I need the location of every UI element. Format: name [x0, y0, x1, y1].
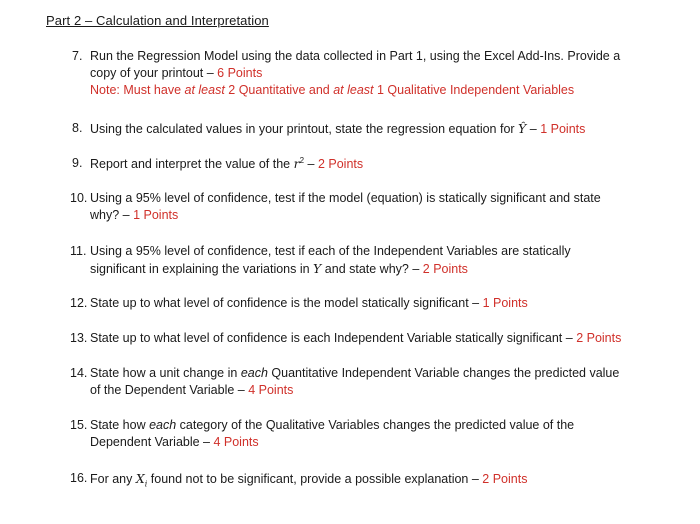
question-text: Using the calculated values in your printout, state the regression equation for	[90, 122, 519, 136]
question-text	[90, 417, 670, 434]
question-text: Report and interpret the value of the	[90, 157, 294, 171]
points-label: 4 Points	[213, 435, 259, 449]
question-13	[70, 330, 670, 347]
question-16	[70, 470, 670, 488]
dash: –	[304, 157, 318, 171]
question-text: Using a 95% level of confidence, test if each of the Independent Variables are statically	[90, 244, 571, 258]
question-text-b: Quantitative Independent Variable changes the predicted value	[267, 366, 620, 380]
question-text-cont: Dependent Variable –	[90, 435, 214, 449]
note-prefix: Note: Must have	[90, 83, 185, 97]
question-15	[70, 417, 670, 451]
question-number: 11.	[70, 244, 87, 258]
points-label: 2 Points	[422, 262, 468, 276]
question-text: Using a 95% level of confidence, test if the model (equation) is statically significant and state	[90, 191, 601, 205]
question-7	[70, 48, 670, 99]
question-10	[70, 190, 670, 224]
points-label: 1 Points	[133, 208, 179, 222]
question-text: Run the Regression Model using the data collected in Part 1, using the Excel Add-Ins. Provide a	[90, 49, 621, 63]
exponent: 2	[299, 155, 305, 165]
points-label: 1 Points	[482, 296, 528, 310]
question-text-cont: of the Dependent Variable –	[90, 383, 249, 397]
question-number: 12.	[70, 296, 88, 310]
subscript: i	[144, 479, 148, 489]
question-text-line2	[90, 207, 670, 224]
question-8	[70, 120, 670, 138]
points-label: 2 Points	[576, 331, 622, 345]
question-text-line2	[90, 434, 670, 451]
question-text: State up to what level of confidence is the model statically significant –	[90, 296, 483, 310]
emphasis: each	[240, 366, 268, 380]
note	[90, 82, 670, 99]
question-number: 10.	[70, 191, 88, 205]
question-text-line2	[90, 382, 670, 399]
question-text-cont: found not to be significant, provide a possible explanation –	[147, 472, 483, 486]
question-number: 8.	[72, 121, 83, 135]
question-text-line2	[90, 65, 670, 82]
question-9	[70, 155, 670, 173]
question-number: 14.	[70, 366, 88, 380]
question-text: State up to what level of confidence is each Independent Variable statically significant –	[90, 331, 577, 345]
question-text-cont2: and state why? –	[321, 262, 423, 276]
question-text-cont: why? –	[90, 208, 134, 222]
question-number: 16.	[70, 471, 88, 485]
question-number: 7.	[72, 49, 83, 63]
question-text: For any	[90, 472, 136, 486]
emphasis: each	[149, 418, 177, 432]
note-emphasis: at least	[184, 83, 225, 97]
question-text-b: category of the Qualitative Variables changes the predicted value of the	[176, 418, 575, 432]
section-heading: Part 2 – Calculation and Interpretation	[46, 13, 269, 28]
note-emphasis: at least	[333, 83, 374, 97]
question-11	[70, 243, 670, 278]
question-text-cont: significant in explaining the variations in	[90, 262, 314, 276]
note-suffix: 1 Qualitative Independent Variables	[373, 83, 575, 97]
points-label: 6 Points	[217, 66, 263, 80]
note-mid: 2 Quantitative and	[224, 83, 334, 97]
r-symbol: r	[293, 156, 300, 171]
question-text	[90, 365, 670, 382]
points-label: 1 Points	[540, 122, 586, 136]
y-symbol: Y	[313, 261, 322, 276]
question-number: 13.	[70, 331, 88, 345]
points-label: 2 Points	[482, 472, 528, 486]
x-symbol: X	[135, 471, 145, 486]
question-number: 15.	[70, 418, 88, 432]
question-12	[70, 295, 670, 312]
question-text-cont: copy of your printout –	[90, 66, 218, 80]
points-label: 4 Points	[248, 383, 294, 397]
question-text-a: State how	[90, 418, 150, 432]
question-text-a: State how a unit change in	[90, 366, 241, 380]
y-hat-symbol: Ŷ	[518, 121, 527, 136]
question-number: 9.	[72, 156, 83, 170]
question-text-line2	[90, 260, 670, 278]
points-label: 2 Points	[317, 157, 364, 171]
question-14	[70, 365, 670, 399]
dash: –	[526, 122, 541, 136]
